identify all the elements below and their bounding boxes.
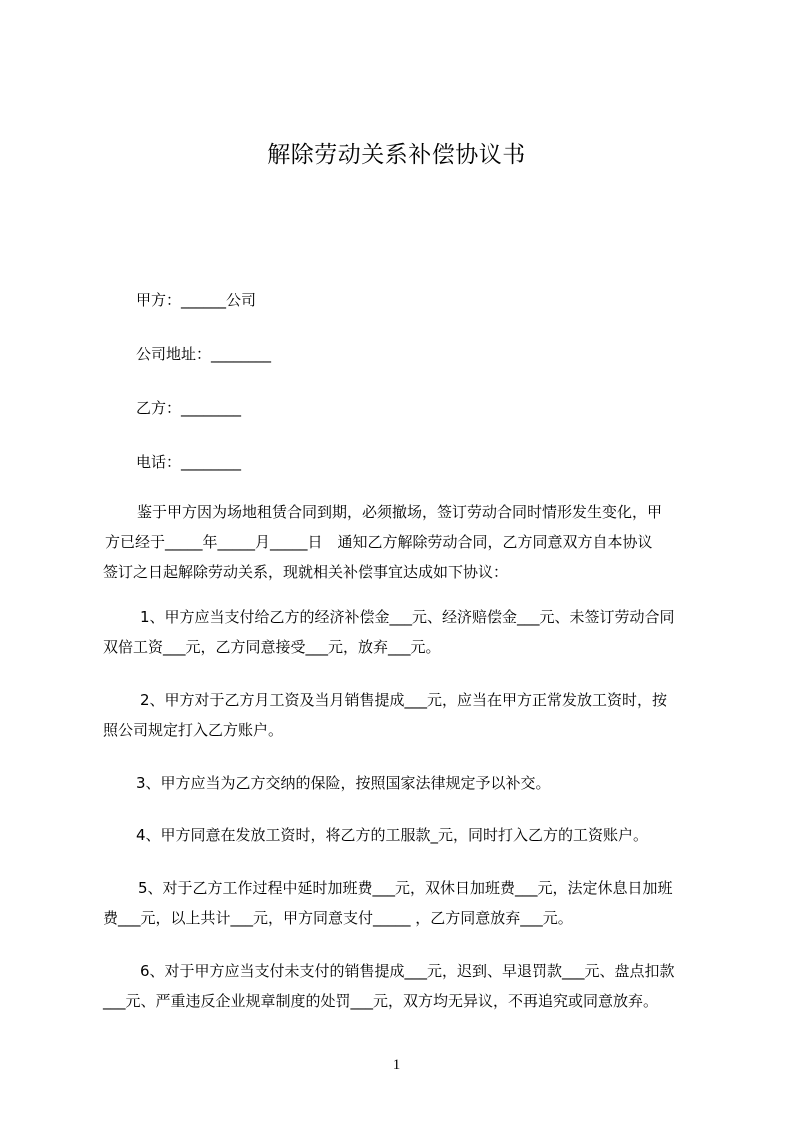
clause-2 (103, 685, 713, 745)
clause-5 (103, 873, 713, 933)
preamble-line: 方已经于_____年_____月_____日 通知乙方解除劳动合同，乙方同意双方自本协议 (105, 533, 653, 551)
clause-6 (103, 956, 713, 1016)
clause-line: 费___元，以上共计___元，甲方同意支付_____ ，乙方同意放弃___元。 (103, 909, 573, 927)
clause-line: 照公司规定打入乙方账户。 (103, 721, 284, 739)
party-b-line: 乙方：________ (136, 399, 242, 417)
preamble-line: 签订之日起解除劳动关系，现就相关补偿事宜达成如下协议： (103, 563, 509, 581)
phone-line: 电话：________ (136, 453, 242, 471)
clause-line: 5、对于乙方工作过程中延时加班费___元，双休日加班费___元，法定休息日加班 (138, 879, 673, 897)
clause-line: 1、甲方应当支付给乙方的经济补偿金___元、经济赔偿金___元、未签订劳动合同 (140, 608, 675, 626)
company-address-line: 公司地址：________ (136, 345, 272, 363)
party-a-line: 甲方：______公司 (136, 291, 257, 309)
clause-line: ___元、严重违反企业规章制度的处罚___元，双方均无异议，不再追究或同意放弃。 (103, 992, 659, 1010)
clause-4 (103, 820, 713, 850)
clause-line: 2、甲方对于乙方月工资及当月销售提成___元，应当在甲方正常发放工资时，按 (140, 691, 668, 709)
clause-line: 4、甲方同意在发放工资时，将乙方的工服款_元，同时打入乙方的工资账户。 (136, 826, 649, 844)
clause-3 (103, 768, 713, 798)
clause-1 (103, 602, 713, 662)
clause-line: 3、甲方应当为乙方交纳的保险，按照国家法律规定予以补交。 (136, 774, 551, 792)
document-title: 解除劳动关系补偿协议书 (267, 142, 526, 168)
clause-line: 6、对于甲方应当支付未支付的销售提成___元，迟到、早退罚款___元、盘点扣款 (140, 962, 675, 980)
clause-line: 双倍工资___元，乙方同意接受___元，放弃___元。 (103, 638, 441, 656)
preamble-line: 鉴于甲方因为场地租赁合同到期，必须撤场，签订劳动合同时情形发生变化，甲 (137, 503, 663, 521)
page-number: 1 (392, 1057, 401, 1073)
preamble-paragraph (103, 497, 713, 587)
